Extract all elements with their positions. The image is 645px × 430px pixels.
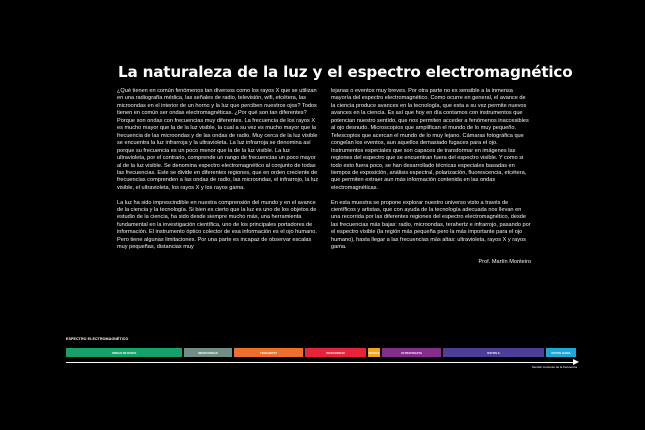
band-label: RAYOS X — [487, 350, 500, 355]
spectrum-label: ESPECTRO ELECTROMAGNÉTICO — [66, 337, 129, 341]
band-label: VISIBLE — [368, 350, 380, 355]
spectrum-bands — [66, 348, 579, 357]
band-label: INFRARROJO — [326, 350, 345, 355]
band-xray — [443, 348, 544, 357]
paragraph: ¿Qué tienen en común fenómenos tan diversos como los rayos X que se utilizan en una radiografía médica, las señales de radio, televisión, wifi, etcétera, las microondas en el interior de un horno y la luz que perciben nuestros ojos? Todos tienen en común ser ondas electromagnéticas. ¿Por qué son tan diferentes? Porque son ondas con frecuencias muy diferentes. La frecuencia de los rayos X es mucho mayor que la de la luz visible, la cual a su vez es mucho mayor que la frecuencia de las microondas y de las ondas de radio. Muy cerca de la luz visible se encuentra la luz infrarroja y la ultravioleta. La luz infrarroja se denomina así porque su frecuencia es un poco menor que la de la luz visible. La luz ultravioleta, por el contrario, comprende un rango de frecuencias un poco mayor al de la luz visible. Se denomina espectro electromagnético al conjunto de todas las frecuencias. Este se divide en diferentes regiones, que en orden creciente de frecuencias comprenden a las ondas de radio, las microondas, el infrarrojo, la luz visible, el ultravioleta, los rayos X y los rayos gama. — [117, 88, 319, 191]
paragraph: La luz ha sido imprescindible en nuestra comprensión del mundo y en el avance de la ciencia y la tecnología. Si bien es cierto que la luz es uno de los objetos de estudio de la ciencia, ha sido desde siempre mucho más, una herramienta fundamental en la investigación científica, uno de los principales portadores de información. El instrumento óptico colector de esa información es el ojo humano. Pero tiene algunas limitaciones. Por una parte es incapaz de observar escalas muy pequeñas, distancias muy — [117, 199, 317, 251]
axis-line — [66, 362, 576, 363]
band-label: ULTRAVIOLETA — [401, 350, 422, 355]
frequency-axis — [66, 360, 579, 372]
band-infrared — [305, 348, 366, 357]
band-label: RAYOS GAMA — [551, 350, 571, 355]
band-label: MICROONDAS — [198, 350, 218, 355]
band-label: TERAHERTZ — [260, 350, 277, 355]
band-terahertz — [234, 348, 303, 357]
band-ultraviolet — [382, 348, 441, 357]
band-visible — [368, 348, 380, 357]
spectrum-diagram — [66, 337, 579, 372]
page-title: La naturaleza de la luz y el espectro electromagnético — [118, 63, 573, 81]
paragraph: lejanas o eventos muy breves. Por otra parte no es sensible a la inmensa mayoría del espectro electromagnético. Como ocurre en general, el avance de la ciencia produce avances en la tecnología, que esta a su vez permite nuevos avances en la ciencia. Es así que hoy en día contamos con instrumentos que potencian nuestro sentido, que nos permiten acceder a fenómenos inaccesibles al ojo desnudo. Microscopios que amplifican el mundo de lo muy pequeño. Telescopios que acercan el mundo de lo muy lejano. Cámaras fotográfica que congelan los eventos, aun aquellos demasiado fugaces para el ojo. Instrumentos especiales que son capaces de transformar en imágenes las regiones del espectro que se encuentran fuera del espectro visible. Y como si todo esto fuera poco, se han desarrollado técnicas especiales basadas en tiempos de exposición, análisis espectral, polarización, fluorescencia, etcétera, que permiten extraer aun más información contenida en las ondas electromagnéticas. — [331, 88, 529, 191]
author-signature: Prof. Martín Monteiro — [478, 258, 531, 265]
band-gamma — [546, 348, 576, 357]
band-label: ONDAS DE RADIO — [111, 350, 137, 355]
band-radio — [66, 348, 182, 357]
axis-caption: Sentido creciente de la frecuencia — [531, 365, 577, 369]
left-text-column — [117, 88, 320, 259]
band-microwave — [184, 348, 232, 357]
right-text-column — [331, 88, 531, 274]
paragraph: En esta muestra se propone explorar nuestro universo visto a través de científicos y artistas, que con ayuda de la tecnología adecuada nos llevan en una recorrida por las diferentes regiones del espectro electromagnético, desde las frecuencias más bajas: radio, microondas, terahertz e infrarrojo, pasando por el espectro visible (la región más pequeña pero la más importante para el ojo humano), hasta llegar a las frecuencias más altas: ultravioleta, rayos X y rayos gama. — [331, 199, 531, 251]
